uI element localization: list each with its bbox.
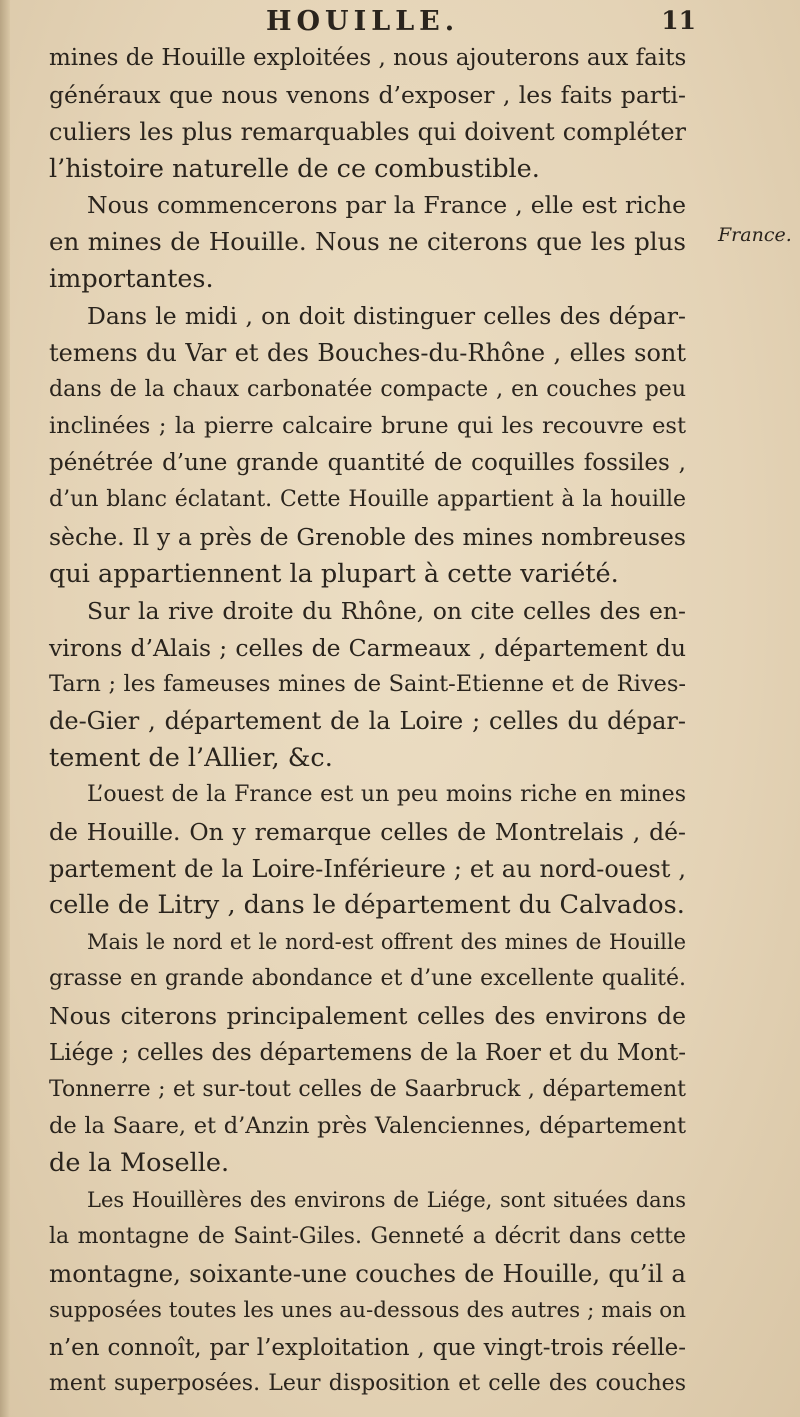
text-line: Les Houillères des environs de Liége, sont situées dans	[87, 1188, 686, 1213]
text-line: de Houille. On y remarque celles de Montrelais , dé-	[49, 817, 686, 846]
text-line: inclinées ; la pierre calcaire brune qui les recouvre est	[49, 413, 686, 440]
text-line: partement de la Loire-Inférieure ; et au nord-ouest ,	[49, 854, 686, 883]
text-line: qui appartiennent la plupart à cette variété.	[49, 558, 619, 589]
text-line: sèche. Il y a près de Grenoble des mines nombreuses	[49, 522, 686, 551]
text-line: virons d’Alais ; celles de Carmeaux , département du	[49, 633, 686, 662]
margin-note: France.	[718, 224, 792, 246]
body-text	[49, 40, 686, 1403]
text-line: importantes.	[49, 264, 214, 295]
text-line: la montagne de Saint-Giles. Genneté a décrit dans cette	[49, 1224, 686, 1249]
text-line: en mines de Houille. Nous ne citerons que les plus	[49, 227, 686, 257]
text-line: Mais le nord et le nord-est offrent des mines de Houille	[87, 930, 686, 955]
text-line: supposées toutes les unes au-dessous des autres ; mais on	[49, 1297, 686, 1323]
text-line: culiers les plus remarquables qui doivent compléter	[49, 117, 686, 146]
text-line: temens du Var et des Bouches-du-Rhône , elles sont	[49, 338, 686, 367]
text-line: Dans le midi , on doit distinguer celles des dépar-	[87, 301, 686, 330]
text-line: ment superposées. Leur disposition et celle des couches	[49, 1371, 686, 1397]
page-header	[100, 6, 696, 40]
text-line: tement de l’Allier, &c.	[49, 743, 333, 774]
text-line: Tarn ; les fameuses mines de Saint-Etienne et de Rives-	[49, 671, 686, 698]
page-number: 11	[661, 6, 696, 35]
text-line: de la Saare, et d’Anzin près Valenciennes, département	[49, 1113, 686, 1140]
text-line: dans de la chaux carbonatée compacte , en couches peu	[49, 376, 686, 402]
text-line: n’en connoît, par l’exploitation , que vingt-trois réelle-	[49, 1334, 686, 1361]
text-line: pénétrée d’une grande quantité de coquilles fossiles ,	[49, 450, 686, 477]
text-line: de-Gier , département de la Loire ; celles du dépar-	[49, 707, 686, 736]
text-line: celle de Litry , dans le département du Calvados.	[49, 890, 685, 921]
text-line: de la Moselle.	[49, 1148, 230, 1179]
text-line: Nous commencerons par la France , elle est riche	[87, 191, 686, 220]
page-edge-shadow	[0, 0, 10, 1417]
running-head: HOUILLE.	[266, 6, 460, 37]
text-line: d’un blanc éclatant. Cette Houille appartient à la houille	[49, 487, 686, 513]
text-line: grasse en grande abondance et d’une excellente qualité.	[49, 966, 686, 992]
text-line: montagne, soixante-une couches de Houille, qu’il a	[49, 1258, 686, 1288]
text-line: Nous citerons principalement celles des environs de	[49, 1001, 686, 1030]
text-line: Liége ; celles des départemens de la Roer et du Mont-	[49, 1039, 686, 1066]
text-line: mines de Houille exploitées , nous ajouterons aux faits	[49, 45, 687, 71]
text-line: Tonnerre ; et sur-tout celles de Saarbruck , département	[49, 1076, 686, 1102]
text-line: l’histoire naturelle de ce combustible.	[49, 153, 540, 184]
text-line: L’ouest de la France est un peu moins riche en mines	[87, 781, 686, 807]
text-line: Sur la rive droite du Rhône, on cite celles des en-	[87, 596, 686, 625]
text-line: généraux que nous venons d’exposer , les faits parti-	[49, 80, 686, 109]
